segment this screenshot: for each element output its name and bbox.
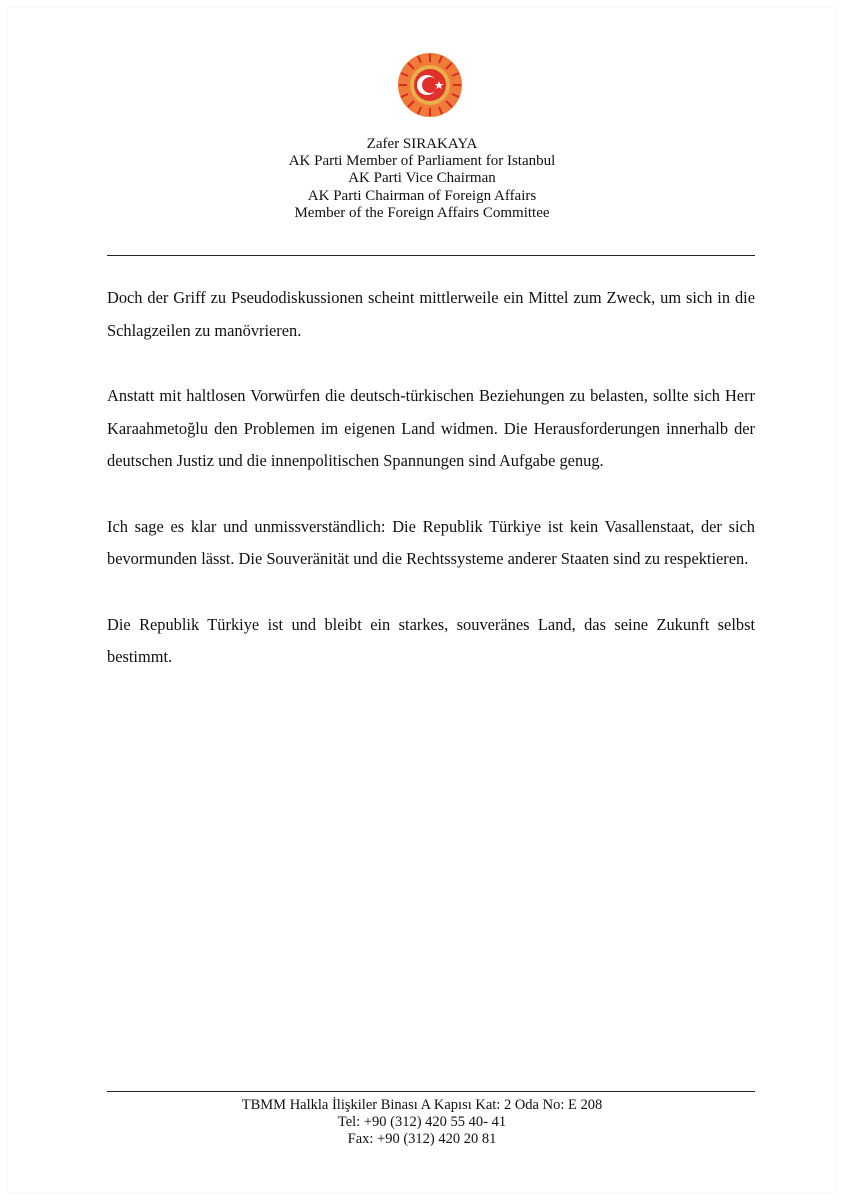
letterhead (0, 136, 844, 222)
header-divider (107, 255, 755, 256)
footer-address: TBMM Halkla İlişkiler Binası A Kapısı Kat: 2 Oda No: E 208 (241, 1097, 603, 1113)
statement-body (107, 282, 755, 707)
footer (0, 1097, 844, 1148)
paragraph: Anstatt mit haltlosen Vorwürfen die deutsch-türkischen Beziehungen zu belasten, sollte sich Herr Karaahmetoğlu den Problemen im eigenen Land widmen. Die Herausforderungen innerhalb der deutschen Justiz und die innenpolitischen Spannungen sind Aufgabe genug. (107, 386, 755, 470)
footer-tel: Tel: +90 (312) 420 55 40- 41 (337, 1114, 507, 1130)
mp-title: AK Parti Member of Parliament for Istanbul (288, 153, 556, 170)
footer-divider (107, 1091, 755, 1092)
paragraph: Ich sage es klar und unmissverständlich: Die Republik Türkiye ist kein Vasallenstaat, der sich bevormunden lässt. Die Souveränität und die Rechtssysteme anderer Staaten sind zu respektieren. (107, 516, 755, 568)
mp-title: AK Parti Vice Chairman (348, 170, 496, 187)
mp-title: AK Parti Chairman of Foreign Affairs (307, 187, 537, 204)
paragraph: Doch der Griff zu Pseudodiskussionen scheint mittlerweile ein Mittel zum Zweck, um sich in die Schlagzeilen zu manövrieren. (107, 288, 755, 340)
footer-fax: Fax: +90 (312) 420 20 81 (347, 1131, 497, 1147)
mp-name: Zafer SIRAKAYA (366, 136, 478, 152)
mp-title: Member of the Foreign Affairs Committee (294, 204, 550, 221)
tbmm-seal-logo (397, 52, 463, 118)
paragraph: Die Republik Türkiye ist und bleibt ein starkes, souveränes Land, das seine Zukunft selbst bestimmt. (107, 614, 755, 666)
